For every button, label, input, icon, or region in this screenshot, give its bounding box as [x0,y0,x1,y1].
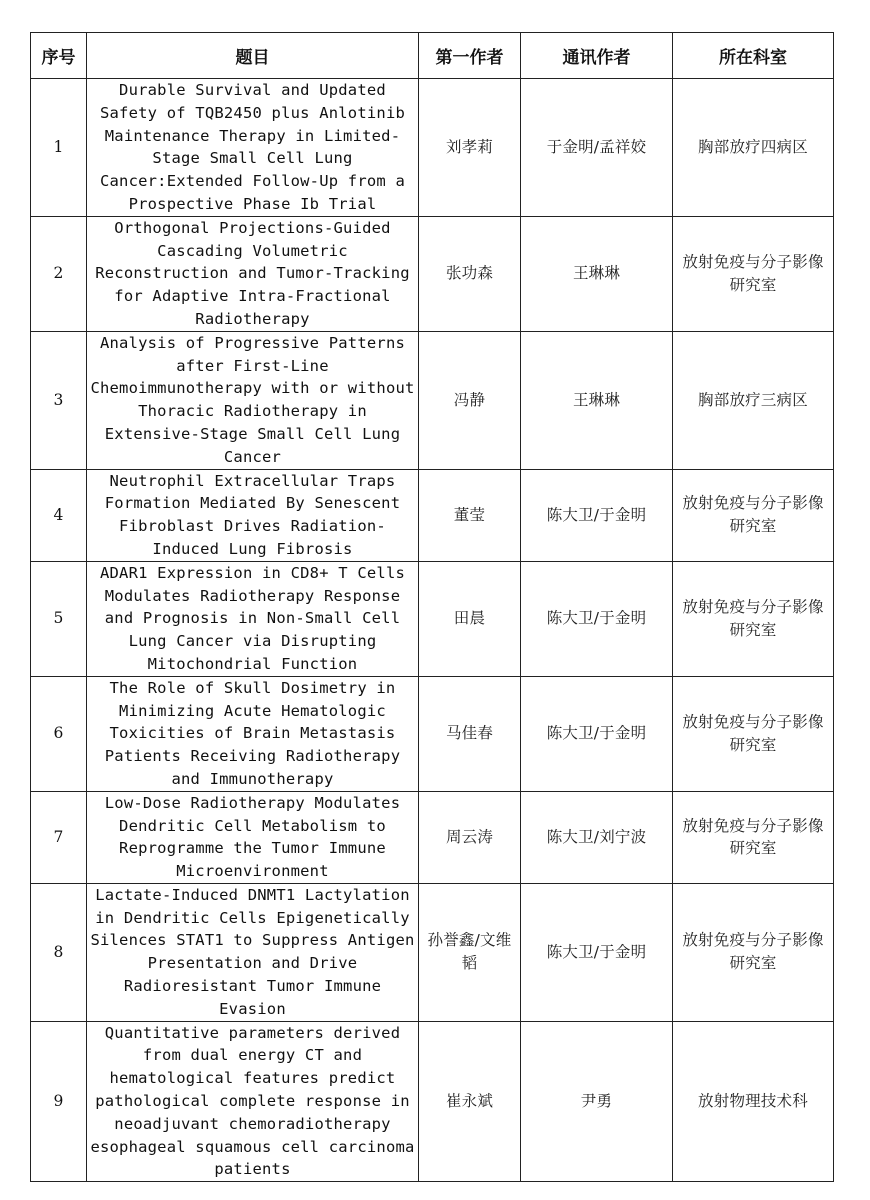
row-first-author: 冯静 [419,331,521,469]
row-title: Orthogonal Projections-Guided Cascading Volumetric Reconstruction and Tumor-Tracking for Adaptive Intra-Fractional Radiotherapy [87,216,419,331]
row-title: Quantitative parameters derived from dual energy CT and hematological features predict pathological complete response in neoadjuvant chemoradiotherapy esophageal squamous cell carcinoma patients [87,1021,419,1182]
table-row [31,216,834,331]
row-no: 6 [31,676,87,791]
row-title: Analysis of Progressive Patterns after First-Line Chemoimmunotherapy with or without Thoracic Radiotherapy in Extensive-Stage Small Cell Lung Cancer [87,331,419,469]
row-department: 放射免疫与分子影像研究室 [673,469,834,561]
row-corresponding-author: 尹勇 [521,1021,673,1182]
row-department: 放射免疫与分子影像研究室 [673,561,834,676]
table-row [31,791,834,883]
row-first-author: 董莹 [419,469,521,561]
row-corresponding-author: 于金明/孟祥姣 [521,79,673,217]
row-corresponding-author: 陈大卫/于金明 [521,883,673,1021]
table-row [31,676,834,791]
row-corresponding-author: 王琳琳 [521,216,673,331]
row-no: 2 [31,216,87,331]
row-no: 5 [31,561,87,676]
row-first-author: 崔永斌 [419,1021,521,1182]
row-first-author: 田晨 [419,561,521,676]
row-title: Durable Survival and Updated Safety of TQB2450 plus Anlotinib Maintenance Therapy in Limited-Stage Small Cell Lung Cancer:Extended Follow-Up from a Prospective Phase Ib Trial [87,79,419,217]
header-corresponding-author: 通讯作者 [521,33,673,79]
row-first-author: 周云涛 [419,791,521,883]
row-no: 3 [31,331,87,469]
header-no: 序号 [31,33,87,79]
table-row [31,469,834,561]
row-corresponding-author: 陈大卫/于金明 [521,561,673,676]
table-row [31,1021,834,1182]
table-row [31,331,834,469]
table-row [31,79,834,217]
row-title: The Role of Skull Dosimetry in Minimizing Acute Hematologic Toxicities of Brain Metastasis Patients Receiving Radiotherapy and Immunotherapy [87,676,419,791]
row-first-author: 马佳春 [419,676,521,791]
row-title: Neutrophil Extracellular Traps Formation Mediated By Senescent Fibroblast Drives Radiation-Induced Lung Fibrosis [87,469,419,561]
row-department: 放射免疫与分子影像研究室 [673,216,834,331]
row-no: 9 [31,1021,87,1182]
row-no: 7 [31,791,87,883]
row-title: Low-Dose Radiotherapy Modulates Dendritic Cell Metabolism to Reprogramme the Tumor Immune Microenvironment [87,791,419,883]
row-title: ADAR1 Expression in CD8+ T Cells Modulates Radiotherapy Response and Prognosis in Non-Small Cell Lung Cancer via Disrupting Mitochondrial Function [87,561,419,676]
row-no: 8 [31,883,87,1021]
table-row [31,561,834,676]
header-first-author: 第一作者 [419,33,521,79]
row-first-author: 孙誉鑫/文维韬 [419,883,521,1021]
row-department: 胸部放疗四病区 [673,79,834,217]
row-department: 放射物理技术科 [673,1021,834,1182]
row-corresponding-author: 陈大卫/于金明 [521,676,673,791]
table-row [31,883,834,1021]
row-department: 放射免疫与分子影像研究室 [673,883,834,1021]
row-first-author: 刘孝莉 [419,79,521,217]
paper-list-table [30,32,834,1182]
row-corresponding-author: 王琳琳 [521,331,673,469]
row-no: 1 [31,79,87,217]
row-department: 放射免疫与分子影像研究室 [673,676,834,791]
row-department: 放射免疫与分子影像研究室 [673,791,834,883]
header-department: 所在科室 [673,33,834,79]
row-no: 4 [31,469,87,561]
row-department: 胸部放疗三病区 [673,331,834,469]
row-corresponding-author: 陈大卫/于金明 [521,469,673,561]
header-row [31,33,834,79]
header-title: 题目 [87,33,419,79]
row-corresponding-author: 陈大卫/刘宁波 [521,791,673,883]
row-first-author: 张功森 [419,216,521,331]
row-title: Lactate-Induced DNMT1 Lactylation in Dendritic Cells Epigenetically Silences STAT1 to Suppress Antigen Presentation and Drive Radioresistant Tumor Immune Evasion [87,883,419,1021]
